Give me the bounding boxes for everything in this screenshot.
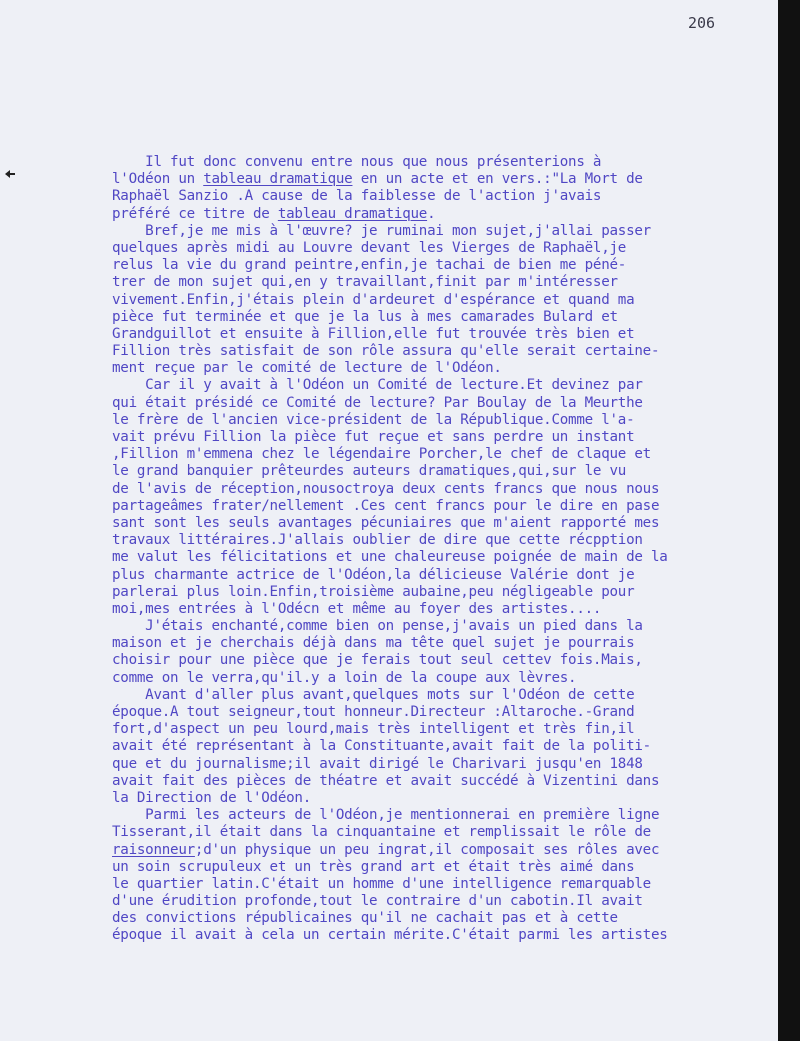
text-line [112, 842, 778, 859]
line-text: Bref,je me mis à l'œuvre? je ruminai mon sujet,j'allai passer [112, 222, 651, 239]
line-text: vait prévu Fillion la pièce fut reçue et sans perdre un instant [112, 429, 635, 445]
line-text: choisir pour une pièce que je ferais tout seul cettev fois.Mais, [112, 652, 643, 669]
text-line [112, 790, 778, 807]
typescript-body [112, 154, 778, 945]
text-line [112, 738, 778, 755]
text-line [112, 927, 778, 944]
text-line [112, 601, 778, 618]
line-text: plus charmante actrice de l'Odéon,la délicieuse Valérie dont je [112, 566, 635, 583]
line-text: me valut les félicitations et une chaleureuse poignée de main de la [112, 549, 668, 566]
text-line [112, 360, 778, 377]
line-text: des convictions républicaines qu'il ne cachait pas et à cette [112, 910, 618, 927]
line-text: avait été représentant à la Constituante,avait fait de la politi- [112, 738, 651, 755]
line-text: maison et je cherchais déjà dans ma tête quel sujet je pourrais [112, 635, 635, 652]
line-text: relus la vie du grand peintre,enfin,je tachai de bien me péné- [112, 257, 627, 274]
line-text: pièce fut terminée et que je la lus à mes camarades Bulard et [112, 308, 618, 325]
margin-mark-icon [4, 168, 16, 180]
line-text: Raphaël Sanzio .A cause de la faiblesse de l'action j'avais [112, 188, 602, 205]
line-text: Il fut donc convenu entre nous que nous présenterions à [112, 154, 602, 170]
text-line [112, 635, 778, 652]
line-text: ment reçue par le comité de lecture de l'Odéon. [112, 360, 502, 377]
line-text: ,Fillion m'emmena chez le légendaire Porcher,le chef de claque et [112, 446, 651, 463]
underlined-text: tableau dramatique [277, 205, 428, 222]
line-text: comme on le verra,qu'il.y a loin de la coupe aux lèvres. [112, 669, 577, 686]
line-text: moi,mes entrées à l'Odécn et même au foyer des artistes.... [112, 600, 602, 617]
text-line [112, 188, 778, 205]
page-number: 206 [688, 14, 716, 32]
line-text: Fillion très satisfait de son rôle assura qu'elle serait certaine- [112, 343, 660, 360]
line-text: vivement.Enfin,j'étais plein d'ardeuret d'espérance et quand ma [112, 291, 635, 308]
line-text-after: ;d'un physique un peu ingrat,il composait ses rôles avec [194, 841, 660, 858]
text-line [112, 377, 778, 394]
text-line [112, 463, 778, 480]
line-text: d'une érudition profonde,tout le contraire d'un cabotin.Il avait [112, 893, 643, 910]
line-text: Avant d'aller plus avant,quelques mots sur l'Odéon de cette [112, 686, 635, 703]
line-text: que et du journalisme;il avait dirigé le Charivari jusqu'en 1848 [112, 755, 643, 772]
line-text: qui était présidé ce Comité de lecture? Par Boulay de la Meurthe [112, 394, 643, 411]
text-line [112, 274, 778, 291]
line-text: Car il y avait à l'Odéon un Comité de lecture.Et devinez par [112, 377, 643, 394]
line-text: préféré ce titre de [112, 205, 278, 222]
line-text: de l'avis de réception,nousoctroya deux cents francs que nous nous [112, 480, 660, 497]
line-text: la Direction de l'Odéon. [112, 789, 311, 806]
underlined-text: tableau dramatique [203, 171, 353, 188]
text-line [112, 481, 778, 498]
text-line [112, 910, 778, 927]
line-text: Tisserant,il était dans la cinquantaine et remplissait le rôle de [112, 824, 651, 841]
line-text: le grand banquier prêteurdes auteurs dramatiques,qui,sur le vu [112, 463, 627, 480]
text-line [112, 807, 778, 824]
line-text: travaux littéraires.J'allais oublier de dire que cette récpption [112, 532, 643, 549]
text-line [112, 549, 778, 566]
scan-edge [778, 0, 800, 1041]
line-text: avait fait des pièces de théatre et avait succédé à Vizentini dans [112, 772, 660, 789]
text-line [112, 824, 778, 841]
text-line [112, 584, 778, 601]
text-line [112, 257, 778, 274]
line-text: époque.A tout seigneur,tout honneur.Directeur :Altaroche.-Grand [112, 704, 635, 720]
text-line [112, 171, 778, 188]
text-line [112, 756, 778, 773]
line-text: quelques après midi au Louvre devant les Vierges de Raphaël,je [112, 239, 627, 256]
text-line [112, 292, 778, 309]
text-line [112, 652, 778, 669]
text-line [112, 223, 778, 240]
text-line [112, 721, 778, 738]
underlined-text: raisonneur [112, 841, 195, 858]
text-line [112, 704, 778, 721]
text-line [112, 412, 778, 429]
line-text: partageâmes frater/nellement .Ces cent francs pour le dire en pase [112, 497, 660, 514]
text-line [112, 859, 778, 876]
text-line [112, 773, 778, 790]
line-text: époque il avait à cela un certain mérite.C'était parmi les artistes [112, 927, 668, 944]
text-line [112, 515, 778, 532]
text-line [112, 240, 778, 257]
line-text: Parmi les acteurs de l'Odéon,je mentionnerai en première ligne [112, 807, 660, 824]
line-text-after: . [427, 205, 436, 222]
text-line [112, 446, 778, 463]
text-line [112, 395, 778, 412]
line-text: un soin scrupuleux et un très grand art et était très aimé dans [112, 858, 635, 875]
line-text: fort,d'aspect un peu lourd,mais très intelligent et très fin,il [112, 721, 635, 738]
text-line [112, 343, 778, 360]
line-text: sant sont les seuls avantages pécuniaires que m'aient rapporté mes [112, 514, 660, 531]
line-text: trer de mon sujet qui,en y travaillant,finit par m'intéresser [112, 274, 618, 291]
text-line [112, 206, 778, 223]
text-line [112, 326, 778, 343]
text-line [112, 567, 778, 584]
text-line [112, 618, 778, 635]
text-line [112, 893, 778, 910]
line-text: le frère de l'ancien vice-président de la République.Comme l'a- [112, 411, 635, 428]
text-line [112, 670, 778, 687]
text-line [112, 498, 778, 515]
text-line [112, 154, 778, 171]
line-text: l'Odéon un [112, 171, 204, 188]
line-text-after: en un acte et en vers.:"La Mort de [352, 171, 643, 188]
text-line [112, 687, 778, 704]
line-text: parlerai plus loin.Enfin,troisième aubaine,peu négligeable pour [112, 583, 635, 600]
text-line [112, 532, 778, 549]
text-line [112, 876, 778, 893]
text-line [112, 429, 778, 446]
line-text: le quartier latin.C'était un homme d'une intelligence remarquable [112, 875, 651, 892]
text-line [112, 309, 778, 326]
line-text: J'étais enchanté,comme bien on pense,j'avais un pied dans la [112, 618, 643, 635]
line-text: Grandguillot et ensuite à Fillion,elle fut trouvée très bien et [112, 325, 635, 342]
